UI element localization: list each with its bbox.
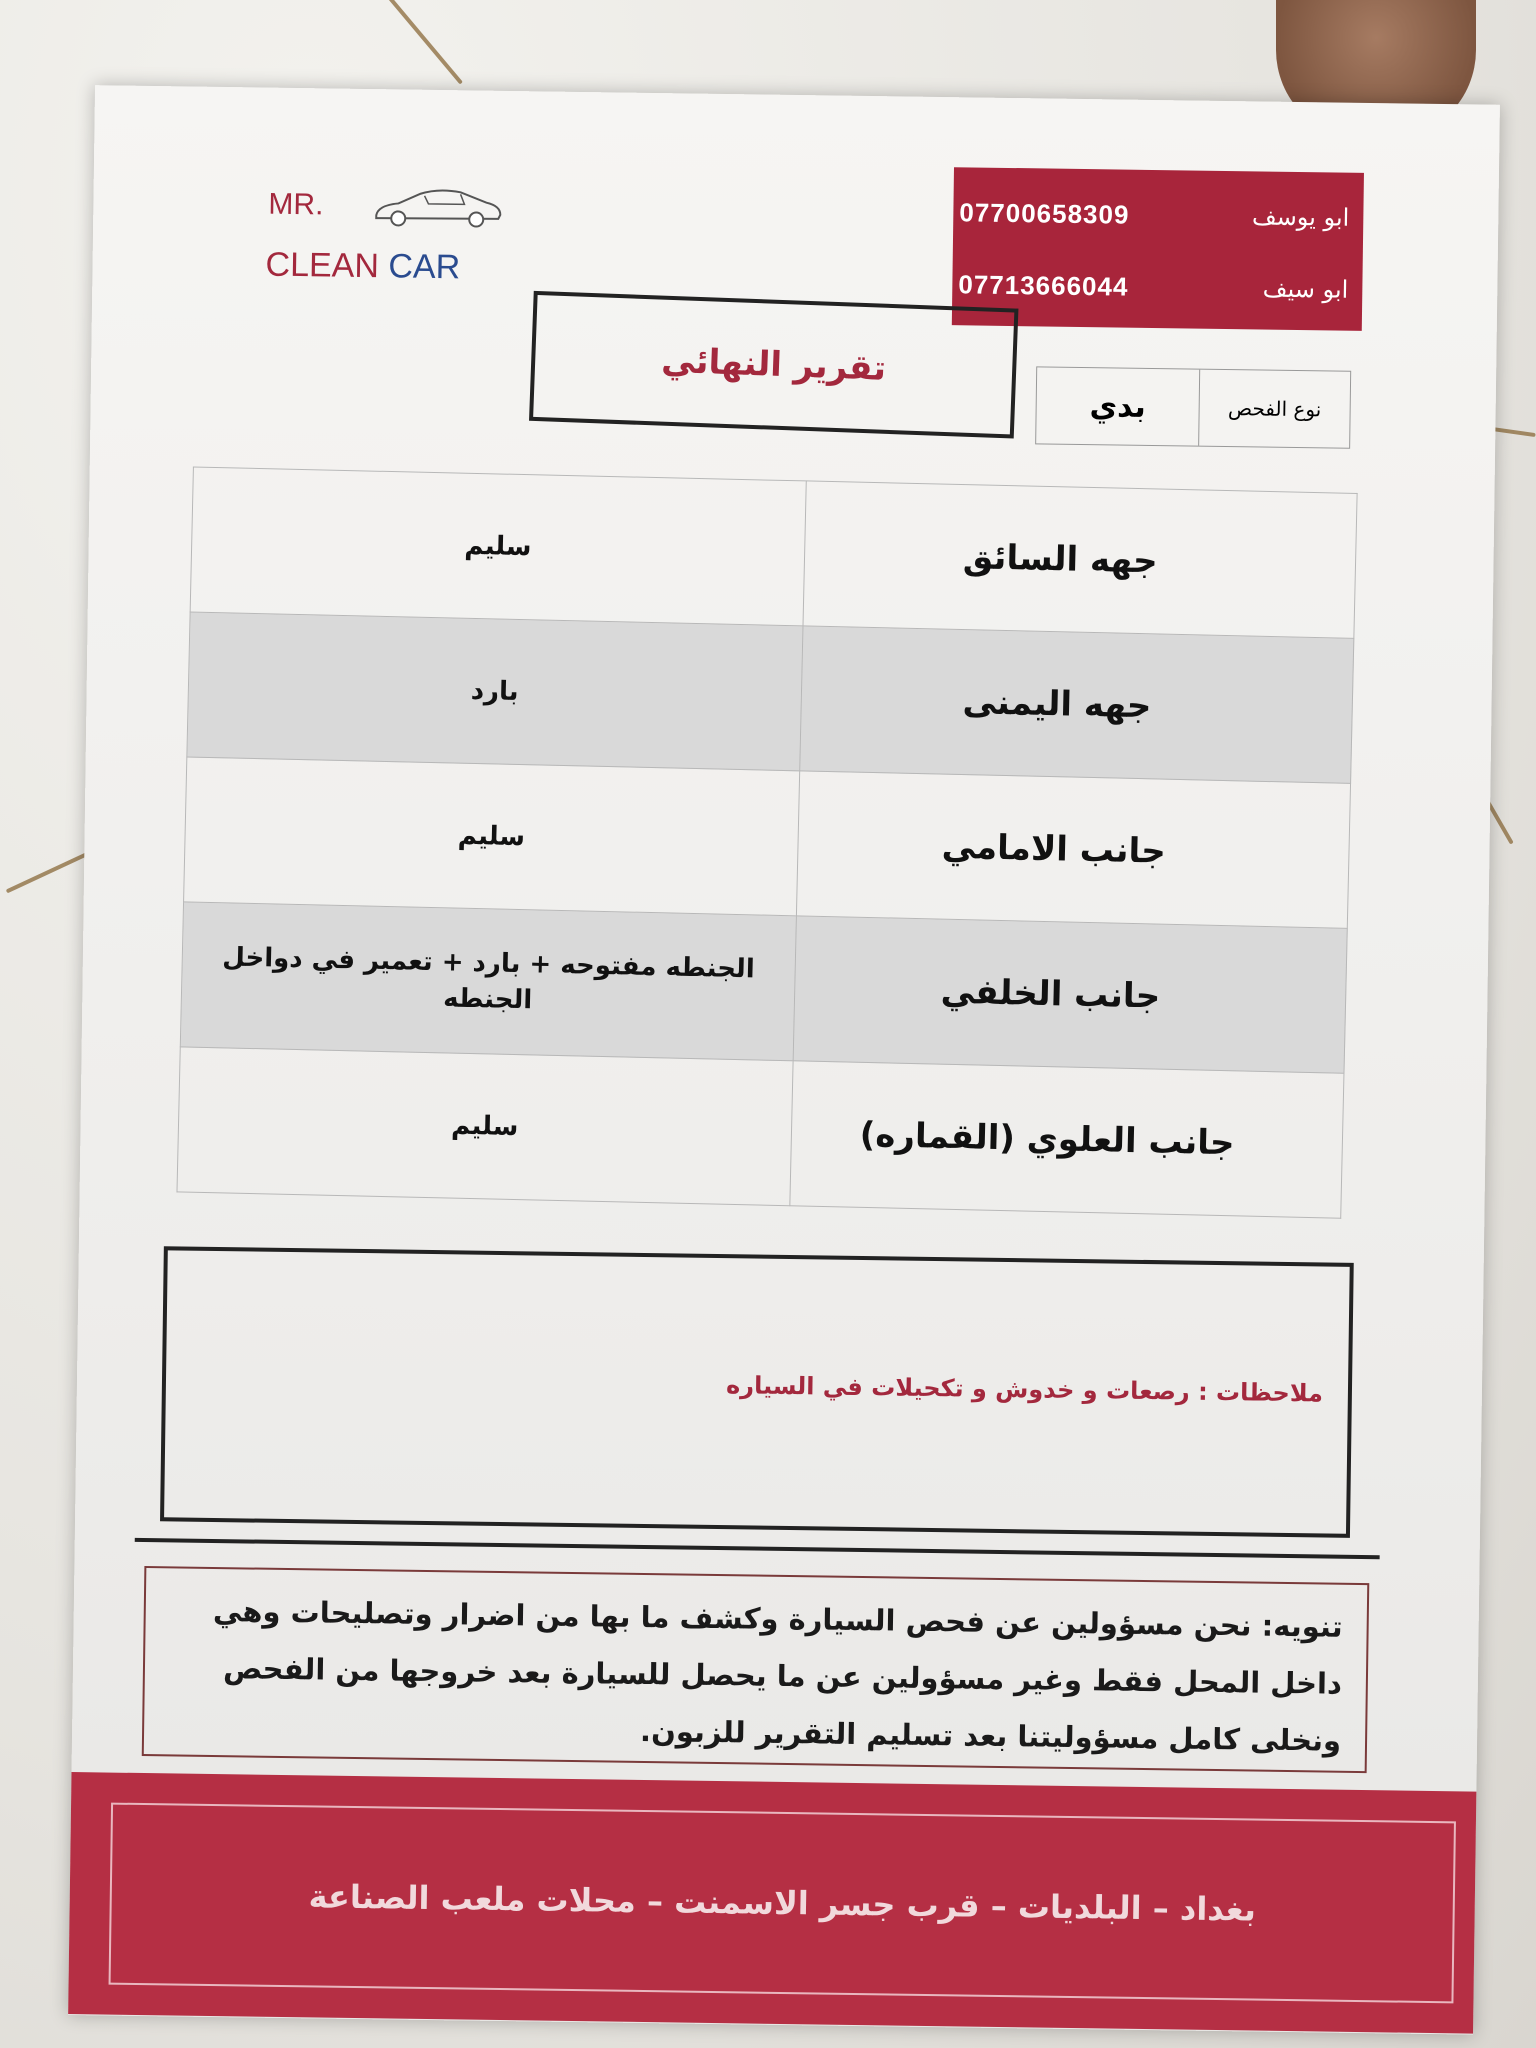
- contact-name: ابو يوسف: [1251, 202, 1350, 232]
- table-cell-value: سليم: [177, 1047, 793, 1206]
- brand-car: CAR: [388, 247, 461, 287]
- report-title: تقرير النهائي: [660, 340, 887, 389]
- inspection-type-box: [1035, 366, 1351, 448]
- table-cell-label: جانب الخلفي: [793, 916, 1348, 1073]
- table-row: [180, 902, 1347, 1073]
- table-row: [187, 612, 1354, 783]
- car-icon: [368, 181, 509, 233]
- footer-frame: [109, 1803, 1456, 2004]
- footer-address: بغداد – البلديات – قرب جسر الاسمنت – محلات ملعب الصناعة: [308, 1877, 1257, 1929]
- contact-phone: 07713666044: [958, 268, 1129, 302]
- separator-line: [135, 1538, 1380, 1559]
- inspection-table: [176, 467, 1357, 1219]
- brand-mr: MR.: [268, 187, 324, 222]
- table-row: [184, 757, 1351, 928]
- footer-banner: [68, 1772, 1476, 2034]
- table-cell-value: سليم: [190, 467, 806, 626]
- brand-name: [265, 246, 460, 288]
- contact-name: ابو سيف: [1262, 274, 1349, 304]
- notes-text: ملاحظات : رصعات و خدوش و تكحيلات في السياره: [725, 1371, 1324, 1408]
- notes-box: [160, 1246, 1354, 1538]
- contact-phone: 07700658309: [959, 196, 1130, 230]
- contact-row: [953, 177, 1364, 253]
- table-cell-label: جانب الامامي: [796, 771, 1351, 928]
- table-row: [177, 1047, 1344, 1218]
- inspection-type-value: بدي: [1089, 388, 1146, 425]
- contacts-box: [952, 167, 1364, 331]
- brand-clean: CLEAN: [265, 245, 380, 286]
- table-cell-value: سليم: [184, 757, 800, 916]
- table-cell-value: الجنطه مفتوحه + بارد + تعمير في دواخل الجنطه: [180, 902, 796, 1061]
- title-box: [529, 291, 1018, 439]
- disclaimer-text: تنويه: نحن مسؤولين عن فحص السيارة وكشف ما بها من اضرار وتصليحات وهي داخل المحل فقط وغير مسؤولين عن ما يحصل للسيارة بعد خروجها من الفحص ونخلى كامل مسؤوليتنا بعد تسليم التقرير للزبون.: [142, 1566, 1370, 1773]
- table-cell-label: جهه السائق: [803, 481, 1358, 638]
- table-cell-label: جانب العلوي (القماره): [789, 1061, 1344, 1218]
- inspection-type-label: نوع الفحص: [1198, 370, 1350, 448]
- table-cell-label: جهه اليمنى: [799, 626, 1354, 783]
- table-row: [190, 467, 1357, 638]
- table-cell-value: بارد: [187, 612, 803, 771]
- inspection-report-sheet: [68, 85, 1500, 2034]
